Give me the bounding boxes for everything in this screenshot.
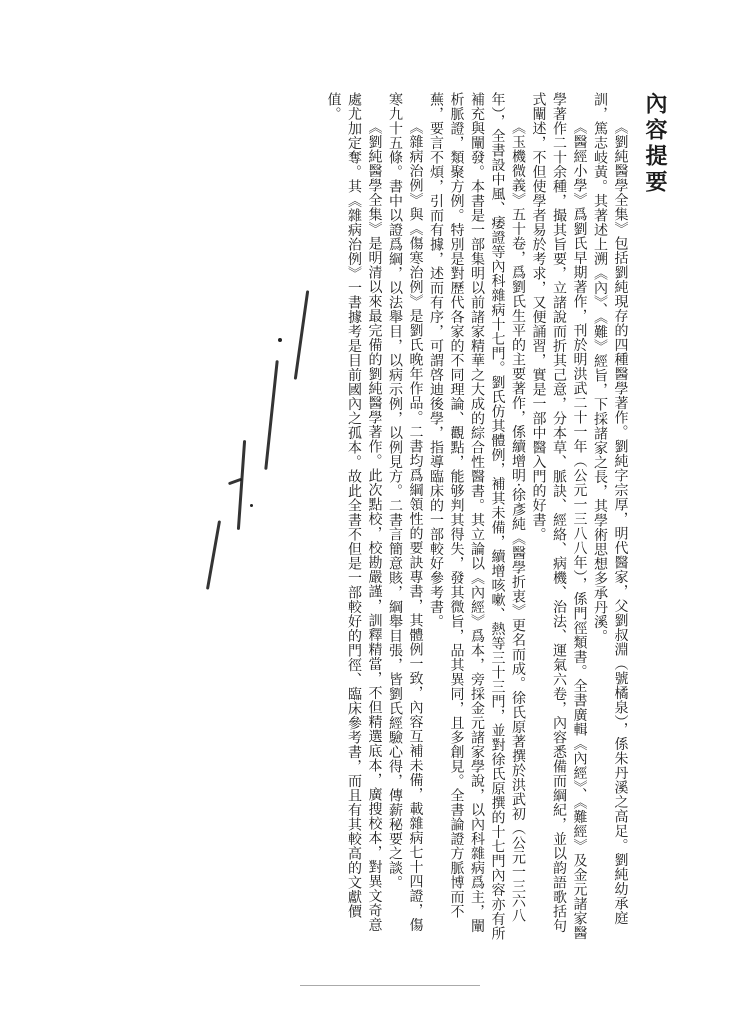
scan-edge-line <box>300 985 480 986</box>
page-title: 內容提要 <box>642 92 668 196</box>
paragraph-yuji-weiyi: 《玉機微義》五十卷，爲劉氏生平的主要著作，係續增明·徐彥純《醫學折衷》更名而成。徐氏原著撰於洪武初（公元一三六八年），全書設中風、痿證等內科雜病十七門。劉氏仿其體例，補其未備，續增咳嗽、熱等三十三門，並對徐氏原撰的十七門內容亦有所補充與闡發。本書是一部集明以前諸家精華之大成的綜合性醫書。其立論以《內經》爲本，旁採金元諸家學說，以內科雜病爲主，闡析脈證，類聚方例。特別是對歷代各家的不同理論、觀點，能够判其得失，發其微旨，品其異同，且多創見。全書論證方脈博而不蕪，要言不煩，引而有據，述而有序，可謂啓迪後學，指導臨床的一部較好參考書。 <box>428 92 526 941</box>
paragraph-intro: 《劉純醫學全集》包括劉純現存的四種醫學著作。劉純字宗厚，明代醫家，父劉叔淵（號橘泉），係朱丹溪之高足。劉純幼承庭訓，篤志岐黃。其著述上溯《內》、《難》經旨，下採諸家之長，其學術思想多承丹溪。 <box>592 92 629 925</box>
paragraph-yijing-xiaoxue: 《醫經小學》爲劉氏早期著作，刊於明洪武二十一年（公元一三八八年），係門徑類書。全書廣輯《內經》、《難經》及金元諸家醫學著作二十余種，撮其旨要，立諸說而折其己意，分本草、脈訣、經絡、病機、治法、運氣六卷，內容悉備而綱紀，並以韵語歌括句式闡述，不但使學者易於考求，又便誦習，實是一部中醫入門的好書。 <box>530 92 588 940</box>
paragraph-summary: 《劉純醫學全集》是明清以來最完備的劉純醫學著作。此次點校，校勘嚴謹，訓釋精當，不但精選底本，廣搜校本，對異文奇意處尤加定奪。其《雜病治例》一書據考是目前國內之孤本。故此全書不但是一部較好的門徑、臨床參考書，而且有其較高的文獻價值。 <box>325 92 383 932</box>
paragraph-zhili: 《雜病治例》與《傷寒治例》是劉氏晚年作品。二書均爲綱領性的要訣專書，其體例一致，內容互補未備，載雜病七十四證，傷寒九十五條。書中以證爲綱，以法舉目，以病示例，以例見方。二書言簡意賅，綱舉目張，皆劉氏經驗心得，傳薪秘要之談。 <box>387 92 424 932</box>
vertical-text-body <box>105 92 668 942</box>
scan-speck <box>250 504 253 507</box>
scan-speck <box>278 338 282 342</box>
